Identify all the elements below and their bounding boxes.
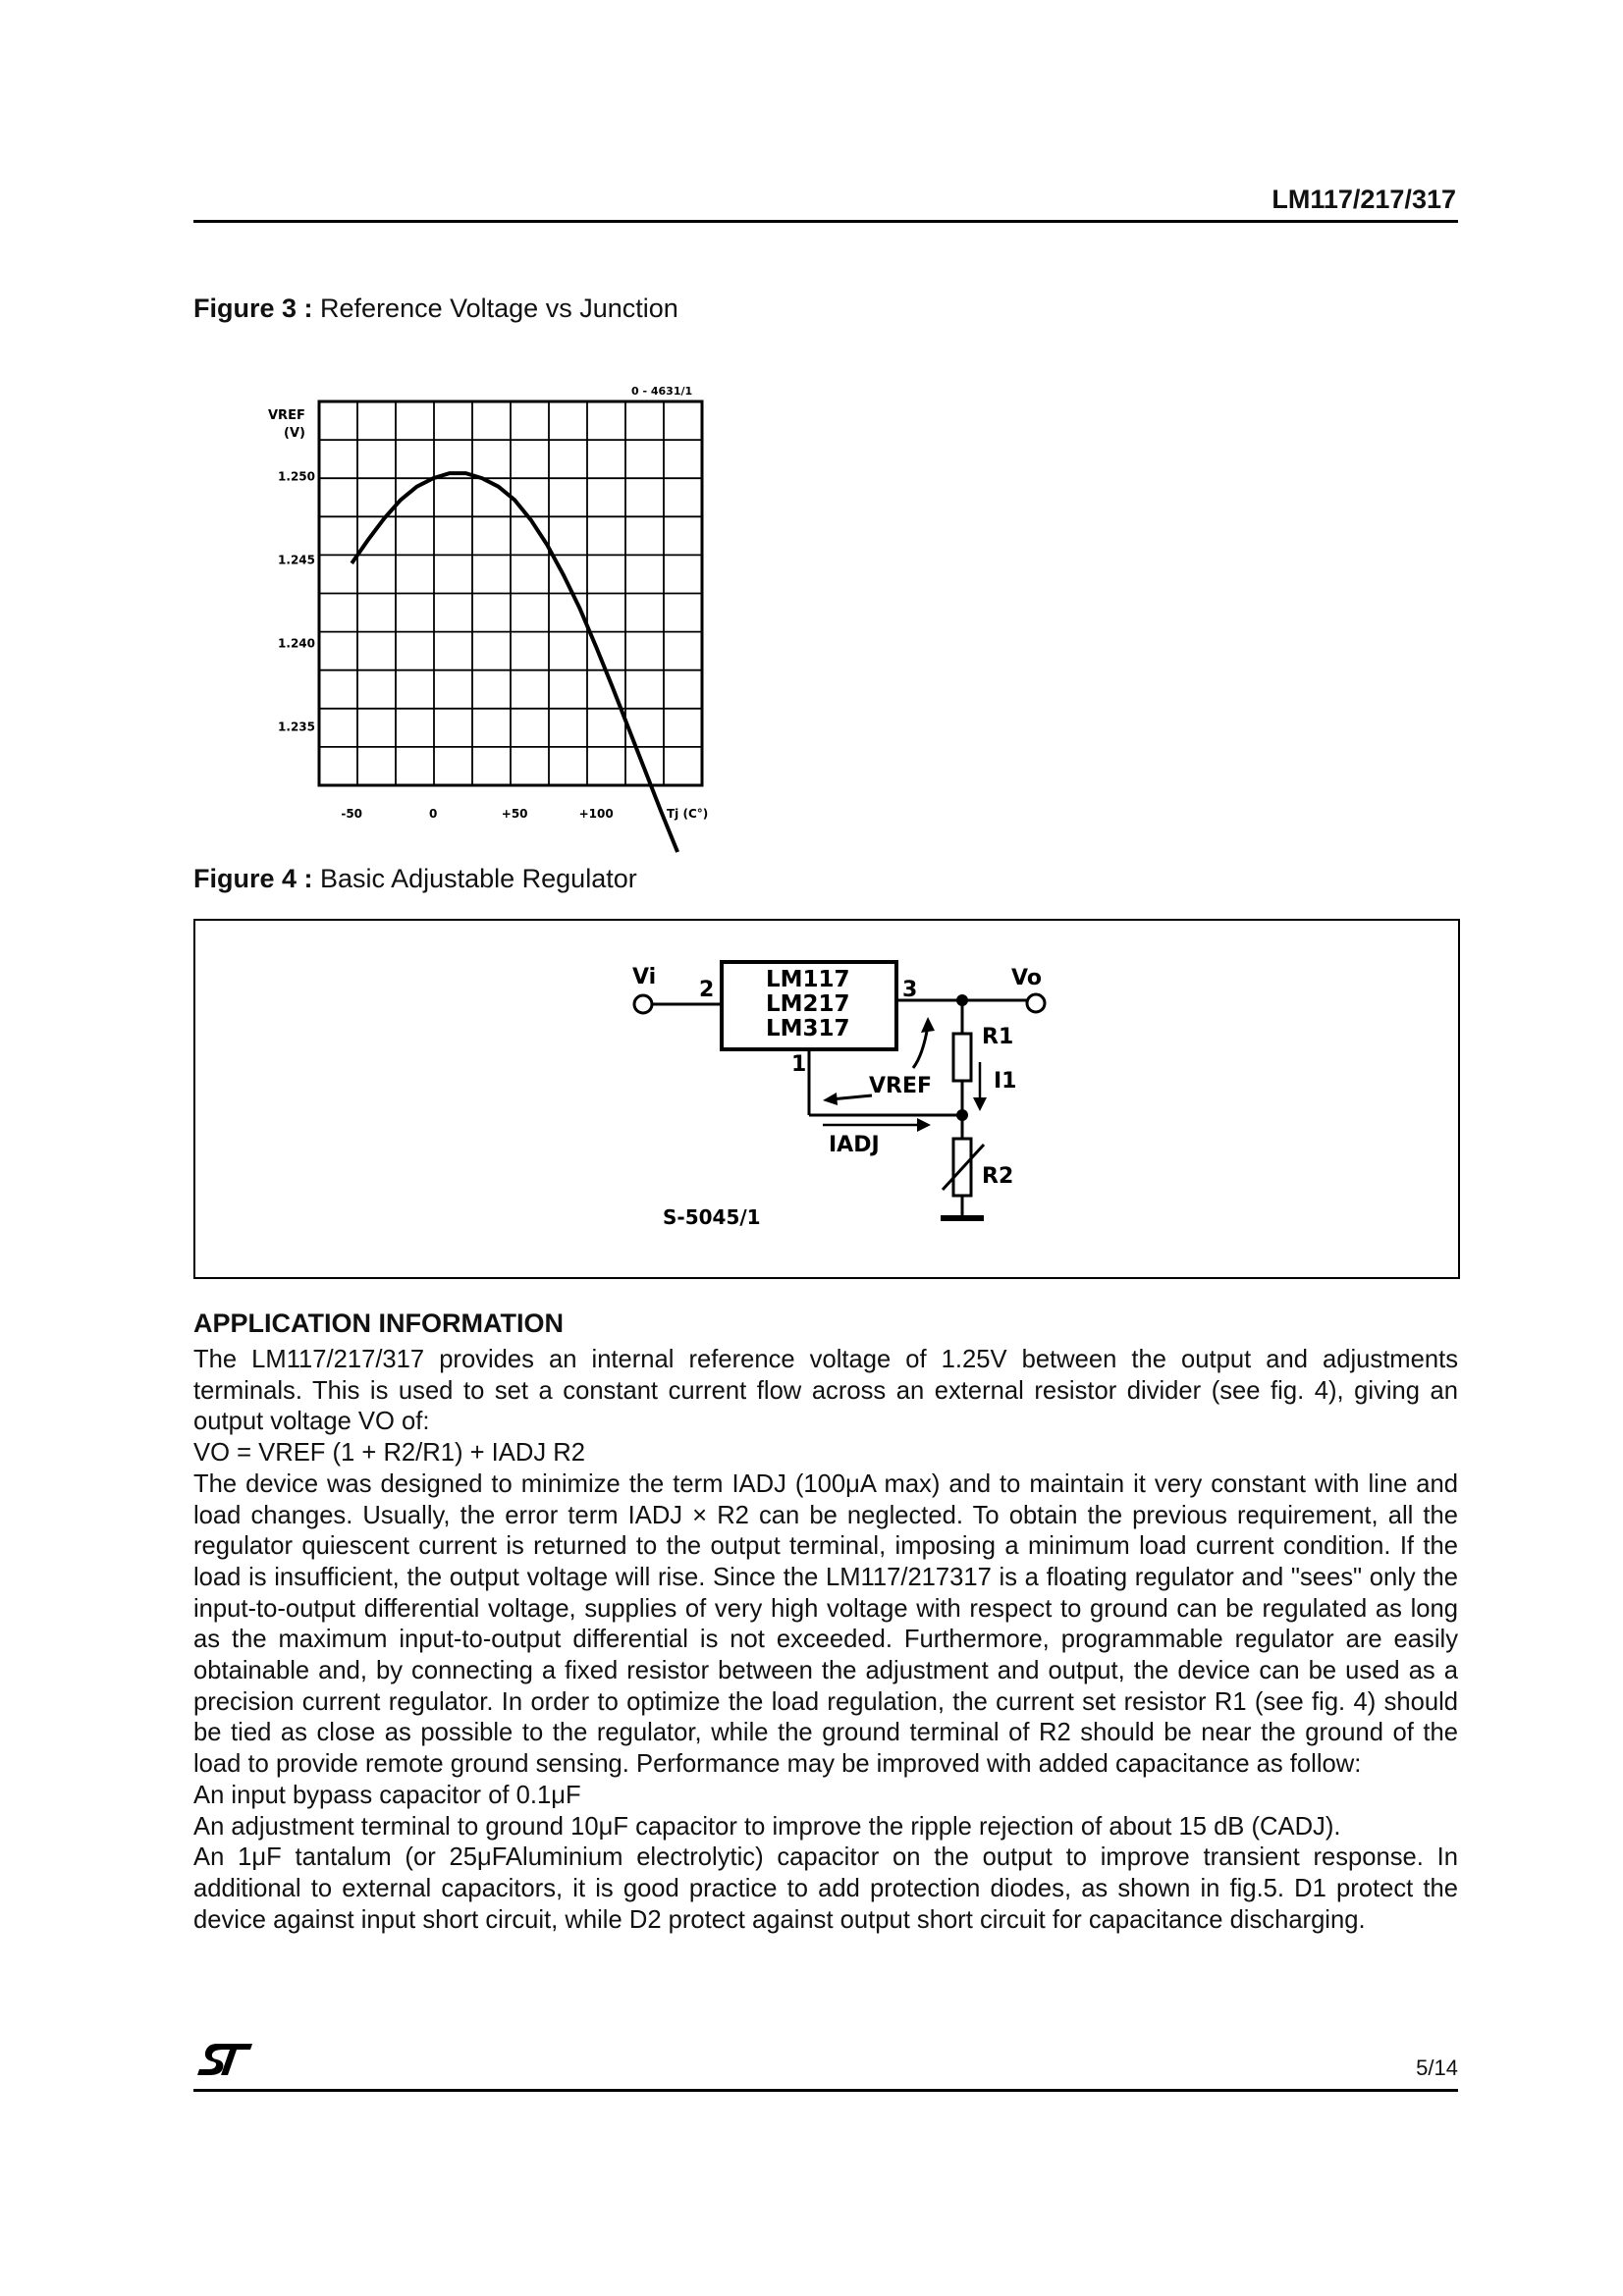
r1-label: R1 [982, 1025, 1014, 1049]
x-tick-label: +50 [501, 807, 528, 821]
vo-label: Vo [1011, 966, 1042, 990]
list-item: An input bypass capacitor of 0.1μF [193, 1781, 581, 1809]
chip-line-1: LM117 [766, 967, 850, 992]
vi-terminal [634, 995, 652, 1013]
footer-rule [193, 2089, 1458, 2092]
r2-label: R2 [982, 1164, 1014, 1189]
section-title: APPLICATION INFORMATION [193, 1308, 564, 1338]
pin2-label: 2 [699, 978, 715, 1002]
x-tick-label: -50 [341, 807, 363, 821]
page-number: 5/14 [1416, 2056, 1458, 2080]
figure3-code: 0 - 4631/1 [631, 385, 693, 398]
chip-line-2: LM217 [766, 991, 850, 1017]
i1-label: I1 [994, 1069, 1017, 1094]
list-item: An 1μF tantalum (or 25μFAluminium electrolytic) capacitor on the output to improve transient response. In additional to external capacitors, it is good practice to add protection diodes, as shown in fig.5. D1 protect the device against input short circuit, while D2 protect against output short circuit for capacitance discharging. [193, 1843, 1458, 1934]
figure3-label: Figure 3 : [193, 294, 313, 323]
pin1-label: 1 [791, 1052, 807, 1077]
figure4-caption-text: Basic Adjustable Regulator [320, 864, 637, 893]
paragraph-1: The LM117/217/317 provides an internal reference voltage of 1.25V between the output and adjustments terminals. This is used to set a constant current flow across an external resistor divider (see fig. 4), giving an output voltage VO of: [193, 1346, 1458, 1436]
list-item: An adjustment terminal to ground 10μF capacitor to improve the ripple rejection of about 15 dB (CADJ). [193, 1812, 1341, 1841]
figure3-caption-text: Reference Voltage vs Junction [320, 294, 678, 323]
r1-resistor [953, 1034, 971, 1081]
paragraph-2: The device was designed to minimize the term IADJ (100μA max) and to maintain it very constant with line and load changes. Usually, the error term IADJ × R2 can be neglected. To obtain the previous requirement, all the regulator quiescent current is returned to the output terminal, imposing a minimum load current condition. If the load is insufficient, the output voltage will rise. Since the LM117/217317 is a floating regulator and "sees" only the input-to-output differential voltage, supplies of very high voltage with respect to ground can be regulated as long as the maximum input-to-output differential is not exceeded. Furthermore, programmable regulator are easily obtainable and, by connecting a fixed resistor between the adjustment and output, the device can be used as a precision current regulator. In order to optimize the load regulation, the current set resistor R1 (see fig. 4) should be tied as close as possible to the regulator, while the ground terminal of R2 should be near the ground of the load to provide remote ground sensing. Performance may be improved with added capacitance as follow: [193, 1469, 1458, 1779]
x-tick-label: +100 [578, 807, 614, 821]
y-axis-label: VREF [268, 408, 305, 423]
y-tick-label: 1.245 [278, 553, 315, 567]
vo-terminal [1027, 994, 1045, 1012]
y-axis-unit: (V) [284, 426, 305, 441]
st-logo [195, 2038, 258, 2079]
vref-label: VREF [869, 1074, 933, 1098]
pin3-label: 3 [902, 978, 918, 1002]
formula: VO = VREF (1 + R2/R1) + IADJ R2 [193, 1439, 585, 1468]
figure4-code: S-5045/1 [663, 1205, 761, 1229]
y-tick-label: 1.250 [278, 469, 315, 484]
iadj-label: IADJ [829, 1133, 880, 1157]
x-tick-label: 0 [428, 807, 438, 821]
document-title: LM117/217/317 [1271, 185, 1456, 214]
vi-label: Vi [632, 965, 657, 989]
x-axis-label: Tj (C°) [667, 807, 709, 821]
figure4-label: Figure 4 : [193, 864, 313, 893]
y-tick-label: 1.235 [278, 720, 315, 734]
application-body [193, 1345, 1458, 1936]
chip-line-3: LM317 [766, 1016, 850, 1041]
y-tick-label: 1.240 [278, 636, 315, 651]
